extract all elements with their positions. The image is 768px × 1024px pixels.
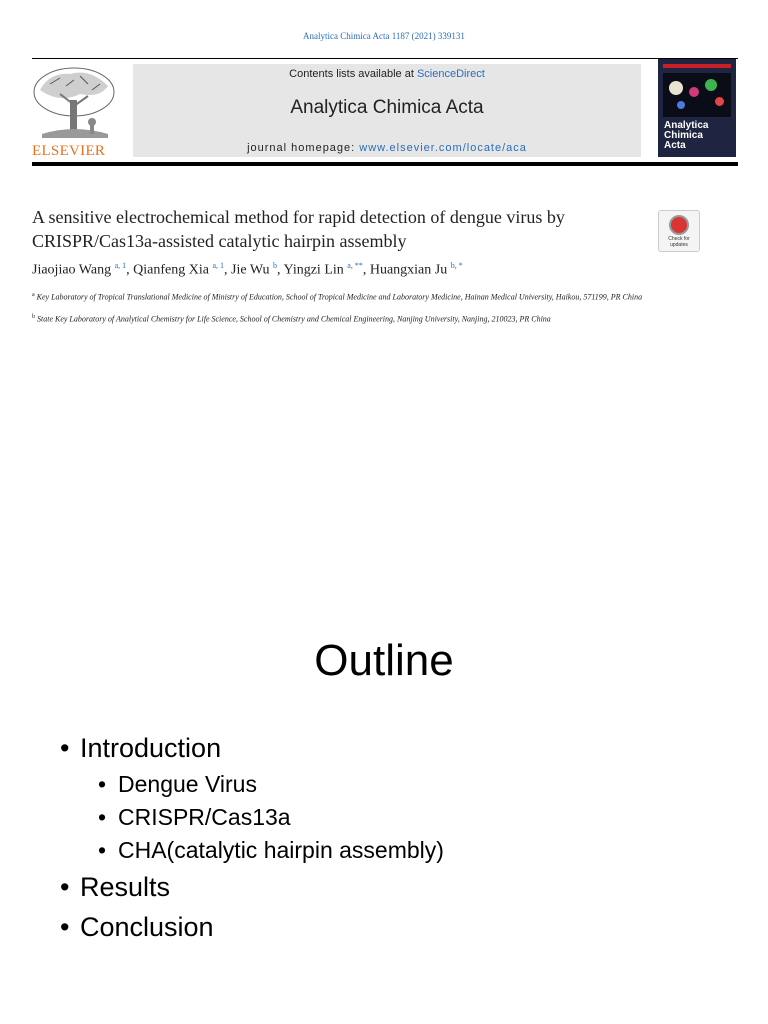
author-marks[interactable]: a, 1	[212, 261, 225, 270]
outline-title: Outline	[314, 636, 454, 685]
outline-list	[60, 728, 444, 947]
header-rule-bottom	[32, 162, 738, 166]
cover-art-dot	[715, 97, 724, 106]
homepage-line	[133, 142, 641, 154]
affiliation-text: State Key Laboratory of Analytical Chemistry for Life Science, School of Chemistry and Chemical Engineering, Nanjing University, Nanjing, 210023, PR China	[37, 314, 551, 324]
cover-art-dot	[689, 87, 699, 97]
contents-line	[133, 68, 641, 80]
cover-title-line: Acta	[664, 140, 686, 151]
crossmark-label: Check for updates	[668, 236, 690, 248]
elsevier-wordmark: ELSEVIER	[32, 143, 106, 159]
journal-name: Analytica Chimica Acta	[290, 97, 484, 118]
affiliation-b	[32, 312, 652, 325]
author-name[interactable]: Yingzi Lin	[283, 262, 344, 278]
journal-banner	[133, 64, 641, 157]
crossmark-icon	[669, 215, 689, 235]
author-marks[interactable]: a, **	[347, 261, 363, 270]
outline-subitem: • CRISPR/Cas13a	[98, 801, 444, 834]
cover-art	[663, 73, 731, 117]
cover-art-dot	[705, 79, 717, 91]
outline-item: • Results	[60, 867, 444, 907]
author-name[interactable]: Jiaojiao Wang	[32, 262, 112, 278]
author-marks[interactable]: a, 1	[114, 261, 127, 270]
outline-subitem: • Dengue Virus	[98, 768, 444, 801]
tree-icon	[30, 64, 118, 142]
outline-item: • Conclusion	[60, 907, 444, 947]
homepage-link[interactable]: www.elsevier.com/locate/aca	[359, 142, 527, 154]
cover-art-dot	[677, 101, 685, 109]
affiliation-a	[32, 290, 652, 303]
author-name[interactable]: Huangxian Ju	[369, 262, 448, 278]
sciencedirect-link[interactable]: ScienceDirect	[416, 68, 485, 80]
article-title: A sensitive electrochemical method for rapid detection of dengue virus by CRISPR/Cas13a-assisted catalytic hairpin assembly	[32, 207, 565, 251]
author-list: Jiaojiao Wang $^{a, 1}$, Qianfeng Xia $^{a, 1}$, Jie Wu $^b$, Yingzi Lin $^{a, **}$, Huangxian Ju $^{b, *}$	[32, 261, 463, 278]
cover-art-dot	[669, 81, 683, 95]
cover-title-line: Chimica	[664, 130, 703, 141]
author-name[interactable]: Jie Wu	[231, 262, 270, 278]
outline-item: • Introduction	[60, 728, 444, 768]
affiliation-mark: a	[32, 292, 35, 298]
cover-title-line: Analytica	[664, 120, 709, 131]
author-marks[interactable]: b	[273, 261, 277, 270]
elsevier-logo	[30, 64, 118, 160]
outline-subitem: • CHA(catalytic hairpin assembly)	[98, 834, 444, 867]
crossmark-button[interactable]	[658, 210, 700, 252]
journal-cover	[658, 59, 736, 157]
author-marks[interactable]: b, *	[450, 261, 463, 270]
author-name[interactable]: Qianfeng Xia	[133, 262, 209, 278]
header-rule-top	[32, 58, 738, 59]
affiliation-text: Key Laboratory of Tropical Translational Medicine of Ministry of Education, School of Tropical Medicine and Laboratory Medicine, Hainan Medical University, Haikou, 571199, PR China	[36, 292, 643, 302]
cover-title	[664, 121, 734, 151]
cover-strip	[663, 64, 731, 68]
homepage-prefix: journal homepage:	[247, 142, 360, 154]
contents-prefix: Contents lists available at	[289, 68, 417, 80]
affiliation-mark: b	[32, 314, 35, 320]
journal-citation[interactable]: Analytica Chimica Acta 1187 (2021) 339131	[303, 31, 465, 41]
